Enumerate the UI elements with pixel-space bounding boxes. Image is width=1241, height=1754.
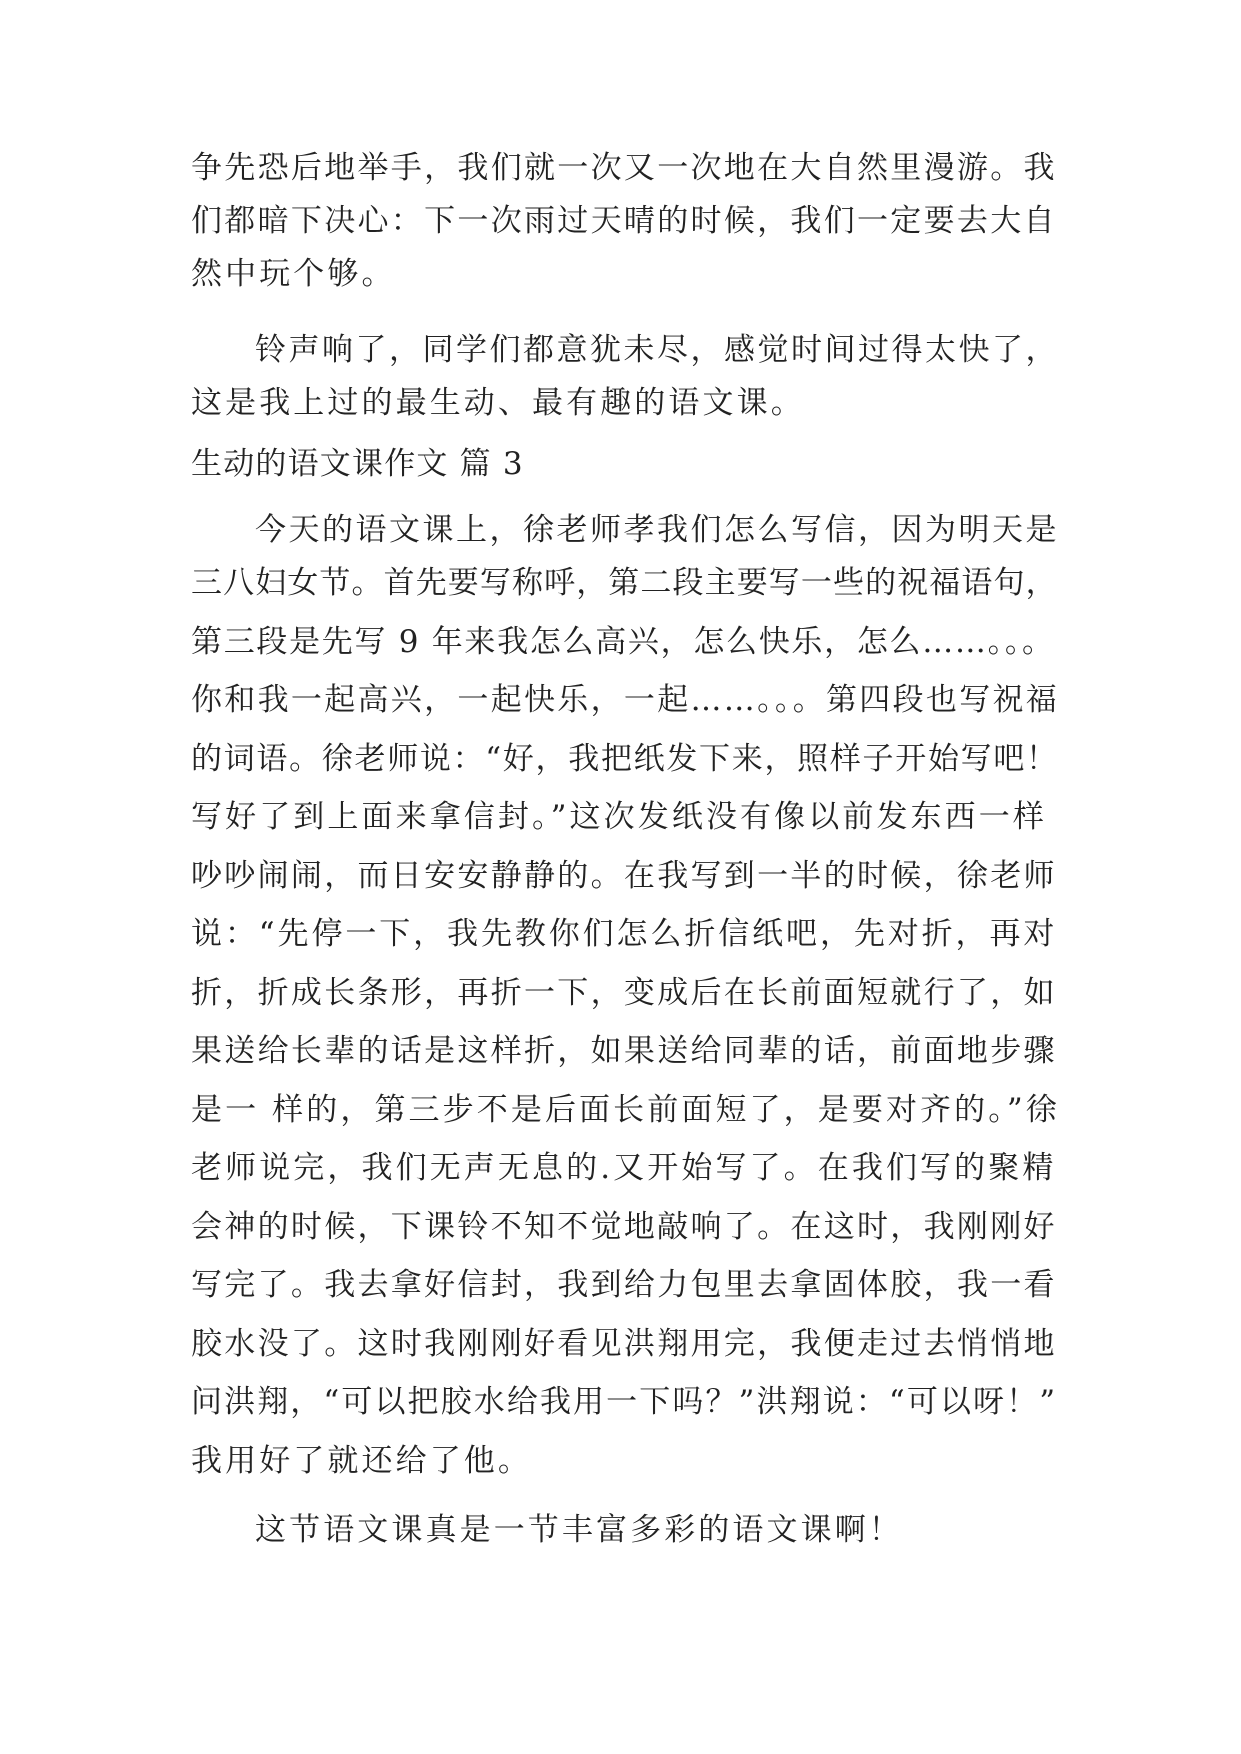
paragraph-3-line-12: 老师说完，我们无声无息的.又开始写了。在我们写的聚精	[191, 1150, 1057, 1186]
paragraph-2-line-2: 这是我上过的最生动、最有趣的语文课。	[191, 385, 805, 421]
section-heading: 生动的语文课作文 篇 3	[191, 446, 524, 482]
paragraph-3-line-13: 会神的时候，下课铃不知不觉地敲响了。在这时，我刚刚好	[191, 1209, 1057, 1245]
paragraph-3-line-15: 胶水没了。这时我刚刚好看见洪翔用完，我便走过去悄悄地	[191, 1326, 1057, 1362]
paragraph-3-line-14: 写完了。我去拿好信封，我到给力包里去拿固体胶，我一看	[191, 1267, 1057, 1303]
paragraph-1-line-3: 然中玩个够。	[191, 256, 396, 292]
paragraph-3-line-6: 写好了到上面来拿信封。”这次发纸没有像以前发东西一样	[191, 799, 1047, 835]
paragraph-3-line-2: 三八妇女节。首先要写称呼，第二段主要写一些的祝福语句，	[191, 565, 1058, 601]
paragraph-3-line-9: 折，折成长条形，再折一下，变成后在长前面短就行了，如	[191, 975, 1057, 1011]
paragraph-3-line-16: 问洪翔，“可以把胶水给我用一下吗？”洪翔说：“可以呀！”	[191, 1384, 1058, 1420]
paragraph-3-line-8: 说：“先停一下，我先教你们怎么折信纸吧，先对折，再对	[191, 916, 1058, 952]
paragraph-2-line-1: 铃声响了，同学们都意犹未尽，感觉时间过得太快了，	[255, 332, 1059, 368]
paragraph-3-line-4: 你和我一起高兴，一起快乐，一起……。。。第四段也写祝福	[191, 682, 1060, 718]
paragraph-3-line-10: 果送给长辈的话是这样折，如果送给同辈的话，前面地步骤	[191, 1033, 1057, 1069]
paragraph-3-line-3: 第三段是先写 9 年来我怎么高兴，怎么快乐，怎么……。。。	[191, 624, 1055, 660]
paragraph-1-line-1: 争先恐后地举手，我们就一次又一次地在大自然里漫游。我	[191, 150, 1057, 186]
paragraph-3-line-7: 吵吵闹闹，而日安安静静的。在我写到一半的时候，徐老师	[191, 858, 1057, 894]
paragraph-4-line-1: 这节语文课真是一节丰富多彩的语文课啊！	[255, 1512, 903, 1548]
paragraph-1-line-2: 们都暗下决心：下一次雨过天晴的时候，我们一定要去大自	[191, 203, 1057, 239]
paragraph-3-line-1: 今天的语文课上，徐老师孝我们怎么写信，因为明天是	[255, 512, 1059, 548]
paragraph-3-line-5: 的词语。徐老师说：“好，我把纸发下来，照样子开始写吧！	[191, 741, 1059, 777]
paragraph-3-line-17: 我用好了就还给了他。	[191, 1443, 532, 1479]
paragraph-3-line-11: 是一 样的，第三步不是后面长前面短了，是要对齐的。”徐	[191, 1092, 1060, 1128]
